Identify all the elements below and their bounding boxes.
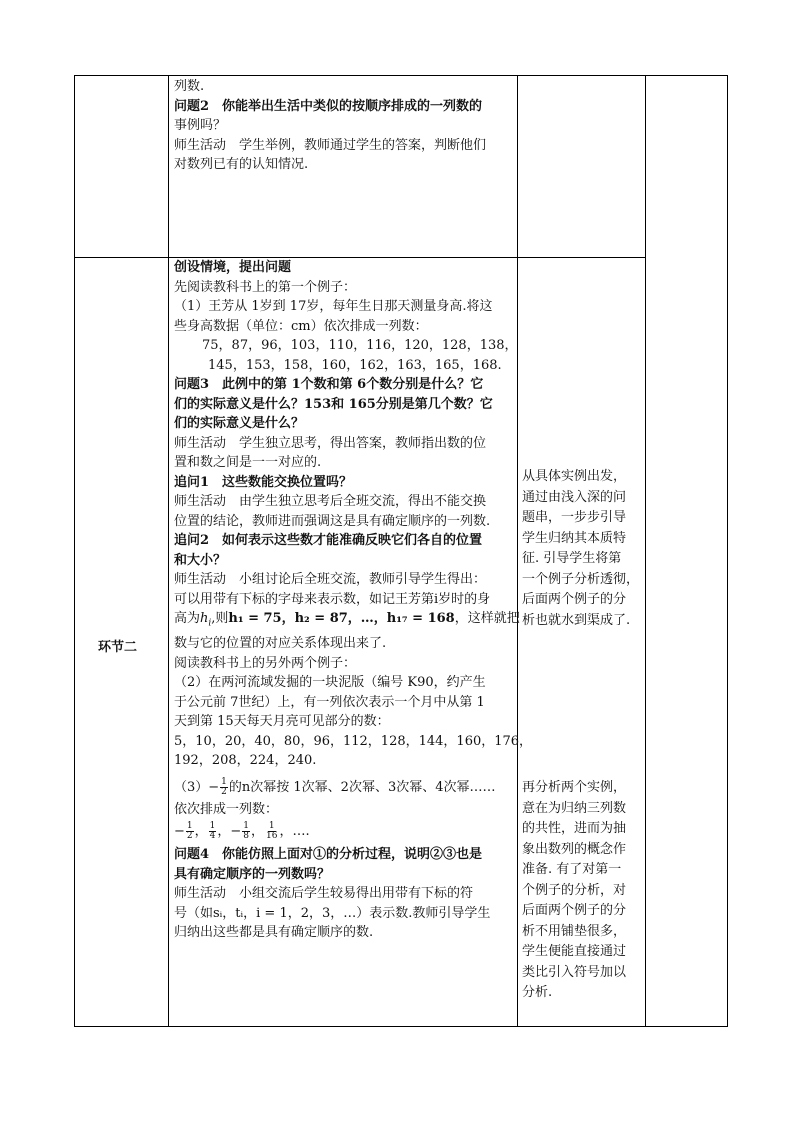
moon-values-line1: 5，10，20，40，80，96，112，128，144，160，176， bbox=[174, 733, 533, 749]
question3-line1: 问题3 此例中的第 1个数和第 6个数分别是什么？它 bbox=[174, 377, 484, 392]
note2-line: 象出数列的概念作 bbox=[522, 841, 627, 857]
note1-line: 征. 引导学生将第 bbox=[522, 551, 622, 566]
seq-sign-4: ， bbox=[251, 824, 265, 840]
note1-line: 从具体实例出发， bbox=[522, 469, 627, 484]
activity3-post: ，这样就把 bbox=[454, 611, 520, 626]
note1-line: 一个例子分析透彻， bbox=[522, 571, 640, 587]
fraction-sequence bbox=[174, 819, 514, 845]
activity3-line4: 数与它的位置的对应关系体现出来了. bbox=[174, 636, 387, 652]
example2-line2: 于公元前 7世纪）上，有一列依次表示一个月中从第 1 bbox=[174, 694, 485, 710]
note1-line: 后面两个例子的分 bbox=[522, 592, 627, 607]
note2-line: 准备. 有了对第一 bbox=[522, 862, 622, 877]
activity4-line2: 号（如sᵢ，tᵢ，i = 1，2，3，…）表示数.教师引导学生 bbox=[174, 905, 491, 921]
col-divider-2 bbox=[517, 76, 518, 1026]
note1-line: 题串，一步步引导 bbox=[522, 510, 627, 525]
note2-line: 析不用铺垫很多， bbox=[522, 923, 627, 939]
row1-line-1: 列数. bbox=[174, 79, 205, 94]
heights-line2: 145，153，158，160，162，163，165，168. bbox=[208, 357, 502, 373]
col-divider-3 bbox=[645, 76, 646, 1026]
note1-line: 通过由浅入深的问 bbox=[522, 489, 627, 505]
activity2-line2: 位置的结论，教师进而强调这是具有确定顺序的一列数. bbox=[174, 513, 491, 529]
activity3-line3 bbox=[174, 609, 520, 634]
activity4-line3: 归纳出这些都是具有确定顺序的数. bbox=[174, 925, 374, 941]
note1-line: 学生归纳其本质特 bbox=[522, 530, 627, 546]
design-note-2 bbox=[522, 778, 642, 1004]
moon-values-line2: 192，208，224，240. bbox=[174, 753, 317, 769]
note2-line: 分析. bbox=[522, 985, 553, 1000]
seq-end: ，…. bbox=[279, 824, 310, 840]
row1-content bbox=[174, 77, 514, 175]
example1-line2: 些身高数据（单位：cm）依次排成一列数： bbox=[174, 318, 428, 334]
question4-line2: 具有确定顺序的一列数吗？ bbox=[174, 866, 331, 882]
note2-line: 后面两个例子的分 bbox=[522, 903, 627, 918]
question4-line1: 问题4 你能仿照上面对①的分析过程，说明②③也是 bbox=[174, 847, 483, 863]
example1-line1: （1）王芳从 1岁到 17岁，每年生日那天测量身高.将这 bbox=[174, 299, 493, 314]
activity1-line2: 置和数之间是一一对应的. bbox=[174, 455, 322, 470]
seq-fraction-3: $\frac{1}{8}$ bbox=[243, 821, 250, 842]
stage-label: 环节二 bbox=[98, 640, 138, 655]
half-fraction: $\frac{1}{2}$ bbox=[221, 776, 227, 797]
seq-sign-1: − bbox=[174, 824, 185, 840]
row1-line-3: 事例吗？ bbox=[174, 118, 227, 133]
note2-line: 学生便能直接通过 bbox=[522, 944, 627, 959]
row1-line-4: 师生活动 学生举例，教师通过学生的答案，判断他们 bbox=[174, 137, 487, 153]
example3-post: 的n次幂按 1次幂、2次幂、3次幂、4次幂…… bbox=[228, 779, 496, 795]
seq-fraction-1: $\frac{1}{2}$ bbox=[186, 821, 193, 842]
seq-sign-3: ，− bbox=[217, 824, 242, 840]
question3-line2: 们的实际意义是什么？153和 165分别是第几个数？它 bbox=[174, 396, 493, 412]
row2-content bbox=[174, 258, 533, 943]
design-note-1 bbox=[522, 467, 642, 631]
col-divider-1 bbox=[168, 76, 169, 1026]
example3-pre: （3）− bbox=[174, 779, 220, 795]
followup2-line1: 追问2 如何表示这些数才能准确反映它们各自的位置 bbox=[174, 533, 483, 548]
intro-line: 先阅读教科书上的第一个例子： bbox=[174, 279, 357, 295]
example2-line1: （2）在两河流域发掘的一块泥版（编号 K90，约产生 bbox=[174, 675, 486, 691]
note2-line: 的共性，进而为抽 bbox=[522, 821, 627, 836]
followup2-line2: 和大小？ bbox=[174, 552, 227, 568]
note2-line: 意在为归纳三列数 bbox=[522, 800, 627, 816]
example3-line2: 依次排成一列数： bbox=[174, 801, 279, 817]
seq-fraction-2: $\frac{1}{4}$ bbox=[209, 821, 216, 842]
h-symbol: h bbox=[200, 611, 209, 626]
height-equations: h₁ = 75，h₂ = 87，…，h₁₇ = 168 bbox=[228, 611, 455, 626]
activity3-pre: 高为 bbox=[174, 611, 201, 626]
note2-line: 再分析两个实例， bbox=[522, 780, 627, 795]
section-heading: 创设情境，提出问题 bbox=[174, 260, 292, 275]
activity3-mid: ,则 bbox=[211, 611, 229, 626]
activity4-line1: 师生活动 小组交流后学生较易得出用带有下标的符 bbox=[174, 886, 474, 902]
row1-line-5: 对数列已有的认知情况. bbox=[174, 157, 309, 172]
activity3-line2: 可以用带有下标的字母来表示数，如记王芳第i岁时的身 bbox=[174, 591, 491, 607]
example2-line3: 天到第 15天每天月亮可见部分的数： bbox=[174, 714, 390, 730]
heights-line1: 75，87，96，103，110，116，120，128，138， bbox=[202, 338, 518, 353]
seq-fraction-4: $\frac{1}{16}$ bbox=[266, 821, 278, 842]
row1-line-2: 问题2 你能举出生活中类似的按顺序排成的一列数的 bbox=[174, 98, 483, 114]
reading-line: 阅读教科书上的另外两个例子： bbox=[174, 655, 357, 671]
followup1: 追问1 这些数能交换位置吗？ bbox=[174, 474, 353, 490]
h-subscript: i bbox=[208, 618, 212, 629]
note1-line: 析也就水到渠成了. bbox=[522, 612, 631, 628]
seq-sign-2: ， bbox=[194, 824, 208, 840]
example3-line1 bbox=[174, 776, 514, 800]
note2-line: 类比引入符号加以 bbox=[522, 964, 627, 980]
activity2-line1: 师生活动 由学生独立思考后全班交流，得出不能交换 bbox=[174, 494, 487, 509]
note2-line: 个例子的分析，对 bbox=[522, 882, 627, 898]
activity1-line1: 师生活动 学生独立思考，得出答案，教师指出数的位 bbox=[174, 435, 487, 451]
question3-line3: 们的实际意义是什么？ bbox=[174, 416, 305, 431]
activity3-line1: 师生活动 小组讨论后全班交流，教师引导学生得出： bbox=[174, 572, 487, 587]
